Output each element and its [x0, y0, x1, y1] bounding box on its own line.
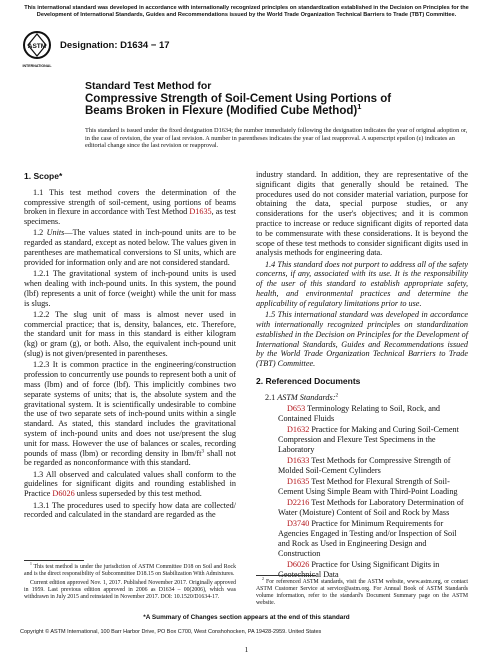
footnote-1-edition: Current edition approved Nov. 1, 2017. Published November 2017. Originally approved in 1959. Last previous edition approved in 2006 as D1634 – 00(2006), which was withdrawn in July 2015 and reinstated in November 2017. DOI: 10.1520/D1634-17.: [24, 580, 236, 600]
reference-title: Test Methods for Laboratory Determination of Water (Moisture) Content of Soil and Rock by Mass: [278, 498, 464, 517]
footnotes-left: [24, 560, 236, 603]
para-1-2-3: 1.2.3 It is common practice in the engineering/construction profession to concurrently use pounds to represent both a unit of mass (lbm) and of force (lbf). This implicitly combines two separate systems of units; that is, the absolute system and the gravitational system. It is scientifically undesirable to combine the use of two separate sets of inch-pound units within a single standard. As stated, this standard includes the gravitational system of inch-pound units and does not use/present the slug unit for mass. However the use of balances or scales, recording pounds of mass (lbm) or recording density in lbm/$ft^3$ shall not be regarded as nonconformance with this standard.: [24, 360, 236, 468]
reference-title: Test Method for Flexural Strength of Soil-Cement Using Simple Beam with Third-Point Loading: [278, 477, 458, 496]
para-1-3: 1.3 All observed and calculated values shall conform to the guidelines for significant digits and rounding established in Practice D6026 unless superseded by this test method.: [24, 469, 236, 499]
reference-item: [256, 456, 468, 476]
title-footnote-mark: 1: [357, 102, 362, 112]
reference-item: [256, 425, 468, 454]
footnote-rule-right: [256, 575, 316, 576]
reference-title: Practice for Making and Curing Soil-Cement Compression and Flexure Test Specimens in the Laboratory: [278, 425, 459, 454]
footnote-1: $^1$ This test method is under the jurisdiction of ASTM Committee D18 on Soil and Rock and is the direct responsibility of Subcommittee D18.15 on Stabilization With Admixtures.: [24, 562, 236, 577]
reference-code-link[interactable]: D3740: [287, 519, 310, 529]
reference-code-link[interactable]: D2216: [287, 498, 310, 508]
reference-code-link[interactable]: D1633: [287, 456, 310, 466]
link-d1635[interactable]: D1635: [189, 207, 212, 217]
reference-title: Test Methods for Compressive Strength of Molded Soil-Cement Cylinders: [278, 456, 451, 475]
left-column: [24, 170, 236, 522]
para-1-2: 1.2 Units—The values stated in inch-pound units are to be regarded as standard, except as noted below. The values given in parentheses are mathematical conversions to SI units, which are provided for information only and are not considered standard.: [24, 228, 237, 267]
footnote-rule: [24, 560, 84, 561]
reference-item: [256, 404, 468, 424]
footnotes-right: [256, 575, 468, 609]
document-title: [85, 80, 415, 118]
logo-text-astm: ASTM: [27, 43, 47, 50]
reference-code-link[interactable]: D1635: [287, 477, 310, 487]
reference-title: Terminology Relating to Soil, Rock, and Contained Fluids: [278, 404, 441, 423]
reference-item: [256, 519, 468, 558]
references-subheading: 2.1 ASTM Standards:$^2$: [265, 392, 339, 402]
title-line-2: Compressive Strength of Soil-Cement Using Portions of Beams Broken in Flexure (Modified Cube Method): [85, 92, 392, 117]
reference-title: Practice for Minimum Requirements for Agencies Engaged in Testing and/or Inspection of Soil and Rock as Used in Engineering Design and Construction: [278, 519, 457, 558]
reference-item: [256, 477, 468, 497]
para-1-2-1: 1.2.1 The gravitational system of inch-pound units is used when dealing with inch-pound units. In this system, the pound (lbf) represents a unit of force (weight) while the unit for mass is slugs.: [24, 269, 236, 308]
reference-list: [256, 404, 468, 580]
issued-statement: This standard is issued under the fixed designation D1634; the number immediately following the designation indicates the year of original adoption or, in the case of revision, the year of last revision. A number in parentheses indicates the year of last reapproval. A superscript epsilon (ε) indicates an editorial change since the last revision or reapproval.: [85, 127, 468, 150]
reference-item: [256, 498, 468, 518]
reference-code-link[interactable]: D6026: [287, 559, 310, 569]
reference-code-link[interactable]: D653: [287, 404, 306, 414]
scope-heading: 1. Scope*: [24, 171, 63, 181]
para-1-4: 1.4 This standard does not purport to address all of the safety concerns, if any, associated with its use. It is the responsibility of the user of this standard to establish appropriate safety, health, and environmental practices and determine the applicability of regulatory limitations prior to use.: [256, 259, 468, 308]
para-1-5: 1.5 This international standard was developed in accordance with internationally recognized principles on standardization established in the Decision on Principles for the Development of International Standards, Guides and Recommendations issued by the World Trade Organization Technical Barriers to Trade (TBT) Committee.: [256, 310, 468, 369]
link-d6026[interactable]: D6026: [52, 489, 75, 499]
para-1-3-1: 1.3.1 The procedures used to specify how data are collected/ recorded and calculated in the standard are regarded as the: [24, 500, 236, 520]
designation: Designation: D1634 − 17: [60, 40, 170, 51]
copyright-line: Copyright © ASTM International, 100 Barr Harbor Drive, PO Box C700, West Conshohocken, PA 19428-2959. United States: [20, 629, 322, 635]
logo-text-international: INTERNATIONAL: [22, 64, 52, 68]
footnote-2: $^2$ For referenced ASTM standards, visit the ASTM website, www.astm.org, or contact ASTM Customer Service at service@astm.org. For Annual Book of ASTM Standards volume information, refer to the standard's Document Summary page on the ASTM website.: [256, 577, 468, 606]
title-line-1: Standard Test Method for: [85, 80, 212, 92]
para-1-2-2: 1.2.2 The slug unit of mass is almost never used in commercial practice; that is, density, balances, etc. Therefore, the standard unit for mass in this standard is either kilogram (kg) or gram (g), or both. Also, the equivalent inch-pound unit (slug) is not given/presented in parentheses.: [24, 309, 236, 359]
notice-header: This international standard was developed in accordance with internationally recognized principles on standardization established in the Decision on Principles for the Development of International Standards, Guides and Recommendations issued by the World Trade Organization Technical Barriers to Trade (TBT) Committee.: [24, 5, 469, 18]
para-1-1: 1.1 This test method covers the determination of the compressive strength of soil-cement, using portions of beams broken in flexure in accordance with Test Method D1635, as test specimens.: [24, 187, 236, 227]
right-column: [256, 170, 468, 581]
reference-code-link[interactable]: D1632: [287, 425, 310, 435]
para-1-3-1-cont: industry standard. In addition, they are representative of the significant digits that generally should be retained. The procedures used do not consider material variation, purpose for obtaining the data, special purpose studies, or any considerations for the user's objectives; and it is common practice to increase or reduce significant digits of reported data to be commensurate with these considerations. It is beyond the scope of these test methods to consider significant digits used in analysis methods for engineering data.: [256, 170, 468, 258]
references-heading: 2. Referenced Documents: [256, 375, 361, 386]
astm-logo: [22, 29, 52, 75]
page-number: 1: [244, 645, 249, 654]
summary-of-changes-note: *A Summary of Changes section appears at the end of this standard: [143, 614, 350, 621]
reference-title: Practice for Using Significant Digits in Geotechnical Data: [278, 559, 440, 579]
